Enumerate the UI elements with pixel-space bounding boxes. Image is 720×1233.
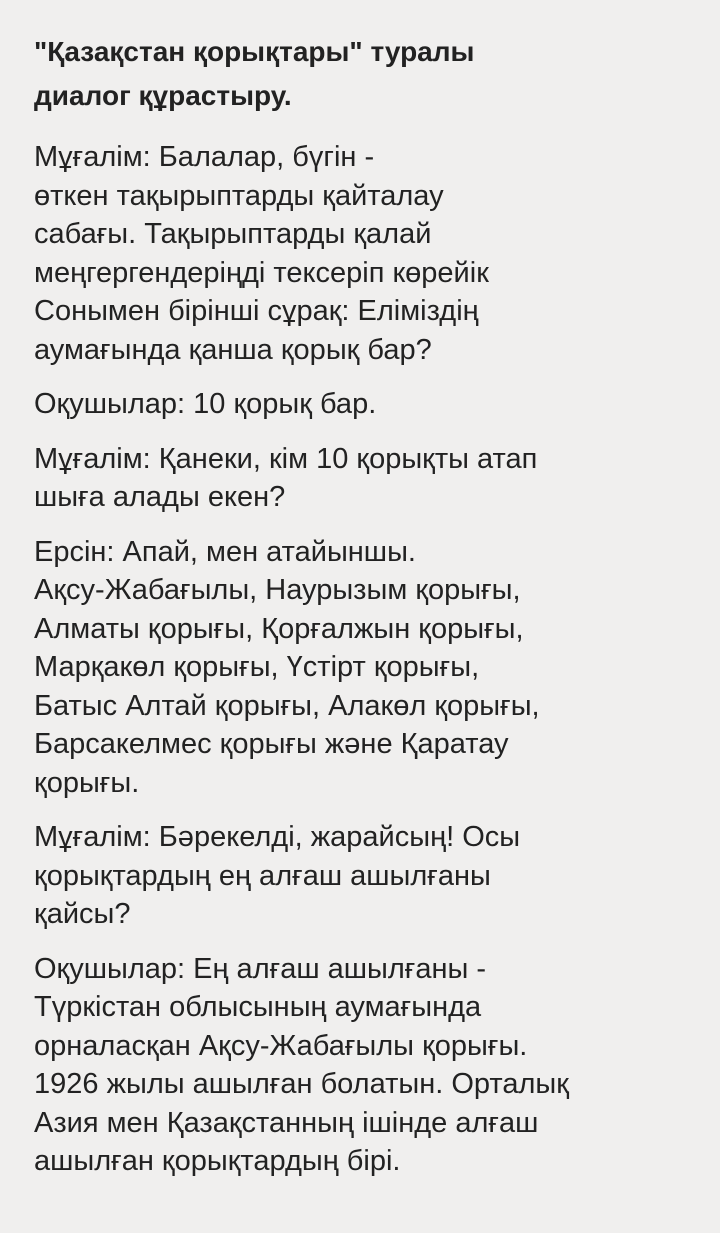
dialogue-paragraph [34, 950, 694, 1181]
text-line: Барсакелмес қорығы және Қаратау [34, 728, 509, 760]
text-line: орналасқан Ақсу-Жабағылы қорығы. [34, 1029, 528, 1062]
text-line: қорығы. [34, 766, 140, 799]
text-line: өткен тақырыптарды қайталау [34, 179, 444, 212]
text-line: Марқакөл қорығы, Үстірт қорығы, [34, 651, 480, 683]
text-line: қорықтардың ең алғаш ашылғаны [34, 859, 491, 892]
dialogue-paragraph [34, 818, 694, 934]
dialogue-paragraph [34, 440, 694, 517]
dialogue-paragraph [34, 533, 694, 803]
text-line: Мұғалім: Қанеки, кім 10 қорықты атап [34, 442, 538, 475]
text-line: Алматы қорығы, Қорғалжын қорығы, [34, 612, 524, 645]
text-line: меңгергендеріңді тексеріп көрейік [34, 256, 489, 289]
document-title [34, 30, 694, 118]
text-line: Азия мен Қазақстанның ішінде алғаш [34, 1106, 539, 1139]
dialogue-paragraph [34, 385, 694, 424]
title-line: диалог құрастыру. [34, 80, 292, 111]
text-line: шыға алады екен? [34, 481, 286, 513]
text-line: Ақсу-Жабағылы, Наурызым қорығы, [34, 574, 521, 606]
text-line: қайсы? [34, 898, 131, 930]
text-line: ашылған қорықтардың бірі. [34, 1145, 401, 1177]
title-line: "Қазақстан қорықтары" туралы [34, 36, 475, 67]
text-line: Ерсін: Апай, мен атайыншы. [34, 535, 416, 568]
text-line: Түркістан облысының аумағында [34, 991, 482, 1023]
text-line: Оқушылар: Ең алғаш ашылғаны - [34, 952, 487, 985]
text-line: Мұғалім: Балалар, бүгін - [34, 141, 375, 173]
text-line: 1926 жылы ашылған болатын. Орталық [34, 1068, 569, 1100]
text-line: Мұғалім: Бәрекелді, жарайсың! Осы [34, 821, 521, 853]
text-line: Оқушылар: 10 қорық бар. [34, 388, 377, 420]
text-line: Сонымен бірінші сұрақ: Еліміздің [34, 295, 479, 327]
text-line: Батыс Алтай қорығы, Алакөл қорығы, [34, 689, 540, 722]
text-line: сабағы. Тақырыптарды қалай [34, 218, 432, 250]
dialogue-paragraph [34, 138, 694, 369]
text-line: аумағында қанша қорық бар? [34, 333, 432, 366]
